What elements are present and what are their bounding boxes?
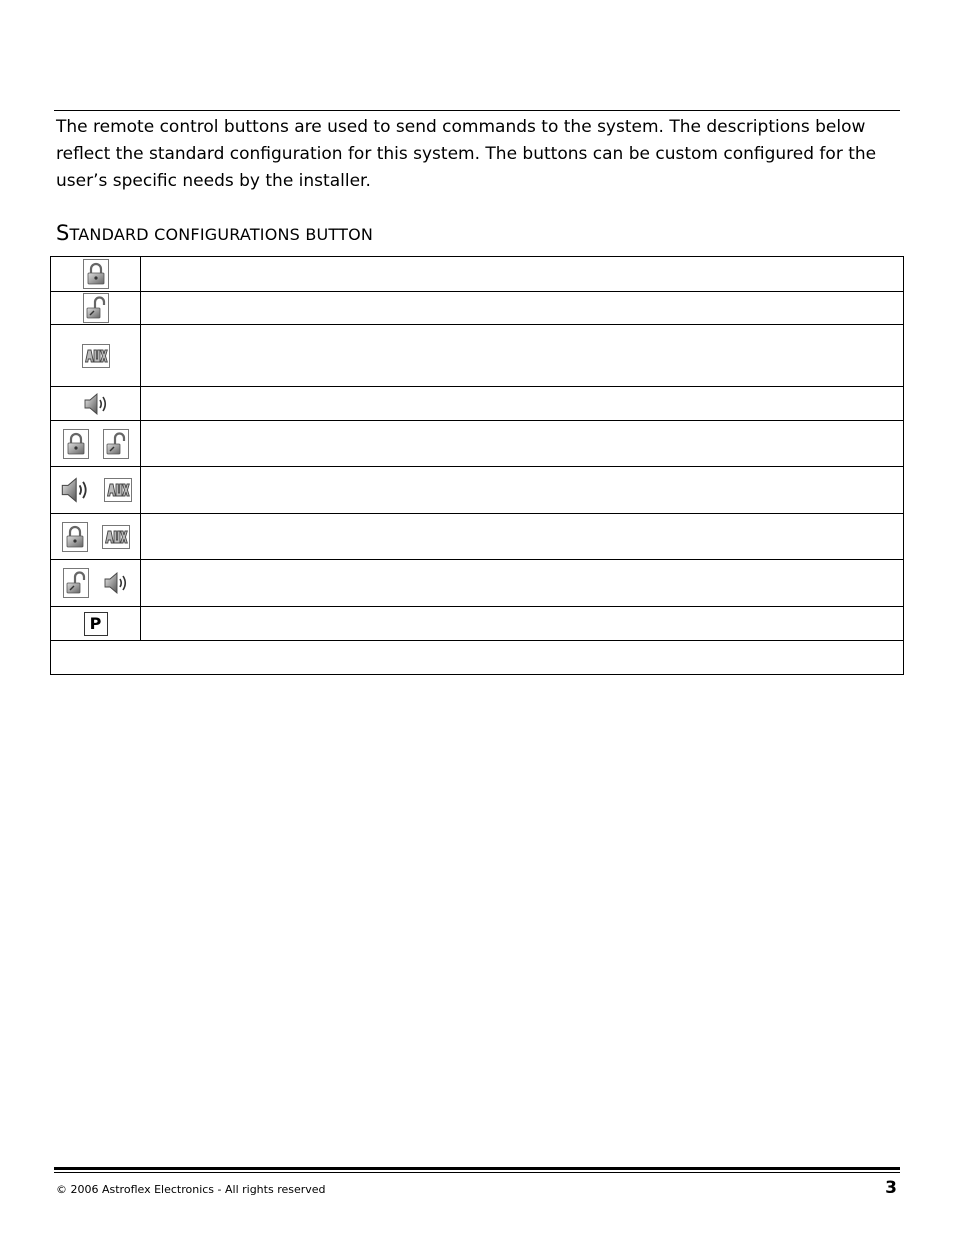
icon-cell [51, 421, 141, 467]
table-row [51, 467, 904, 514]
speaker-icon [103, 570, 129, 596]
table-row [51, 560, 904, 607]
aux-icon [82, 344, 110, 368]
copyright-notice: © 2006 Astroflex Electronics - All rights reserved [56, 1183, 326, 1196]
table-row [51, 257, 904, 292]
icon-cell [51, 257, 141, 292]
description-cell [141, 467, 904, 514]
note-cell [51, 641, 904, 675]
speaker-icon [83, 391, 109, 417]
description-cell [141, 257, 904, 292]
description-cell [141, 421, 904, 467]
description-cell [141, 560, 904, 607]
unlock-icon [63, 568, 89, 598]
description-cell [141, 514, 904, 560]
footer-rule-thin [54, 1172, 900, 1173]
aux-icon [104, 478, 132, 502]
heading-initial: S [56, 221, 70, 245]
icon-cell [51, 325, 141, 387]
table-row [51, 292, 904, 325]
description-cell [141, 292, 904, 325]
icon-cell [51, 292, 141, 325]
lock-icon [83, 259, 109, 289]
button-config-table [50, 256, 904, 675]
icon-cell [51, 387, 141, 421]
heading-rest: TANDARD CONFIGURATIONS BUTTON [69, 225, 374, 244]
unlock-icon [103, 429, 129, 459]
table-row [51, 514, 904, 560]
table-row [51, 607, 904, 641]
aux-icon [102, 525, 130, 549]
icon-cell [51, 607, 141, 641]
page-number: 3 [885, 1178, 897, 1198]
description-cell [141, 325, 904, 387]
table-row [51, 641, 904, 675]
footer-rule-thick [54, 1167, 900, 1170]
p-button-label: P [89, 613, 102, 633]
table-row [51, 421, 904, 467]
top-rule [54, 110, 900, 111]
icon-cell [51, 514, 141, 560]
unlock-icon [83, 293, 109, 323]
table-row [51, 325, 904, 387]
speaker-icon [60, 475, 90, 505]
p-button-icon [84, 612, 108, 636]
section-heading [56, 221, 373, 245]
lock-icon [62, 522, 88, 552]
lock-icon [63, 429, 89, 459]
icon-cell [51, 560, 141, 607]
table-row [51, 387, 904, 421]
description-cell [141, 607, 904, 641]
icon-cell [51, 467, 141, 514]
description-cell [141, 387, 904, 421]
intro-paragraph: The remote control buttons are used to send commands to the system. The descriptions below reflect the standard configuration for this system. The buttons can be custom configured for the user’s specific needs by the installer. [56, 117, 877, 191]
